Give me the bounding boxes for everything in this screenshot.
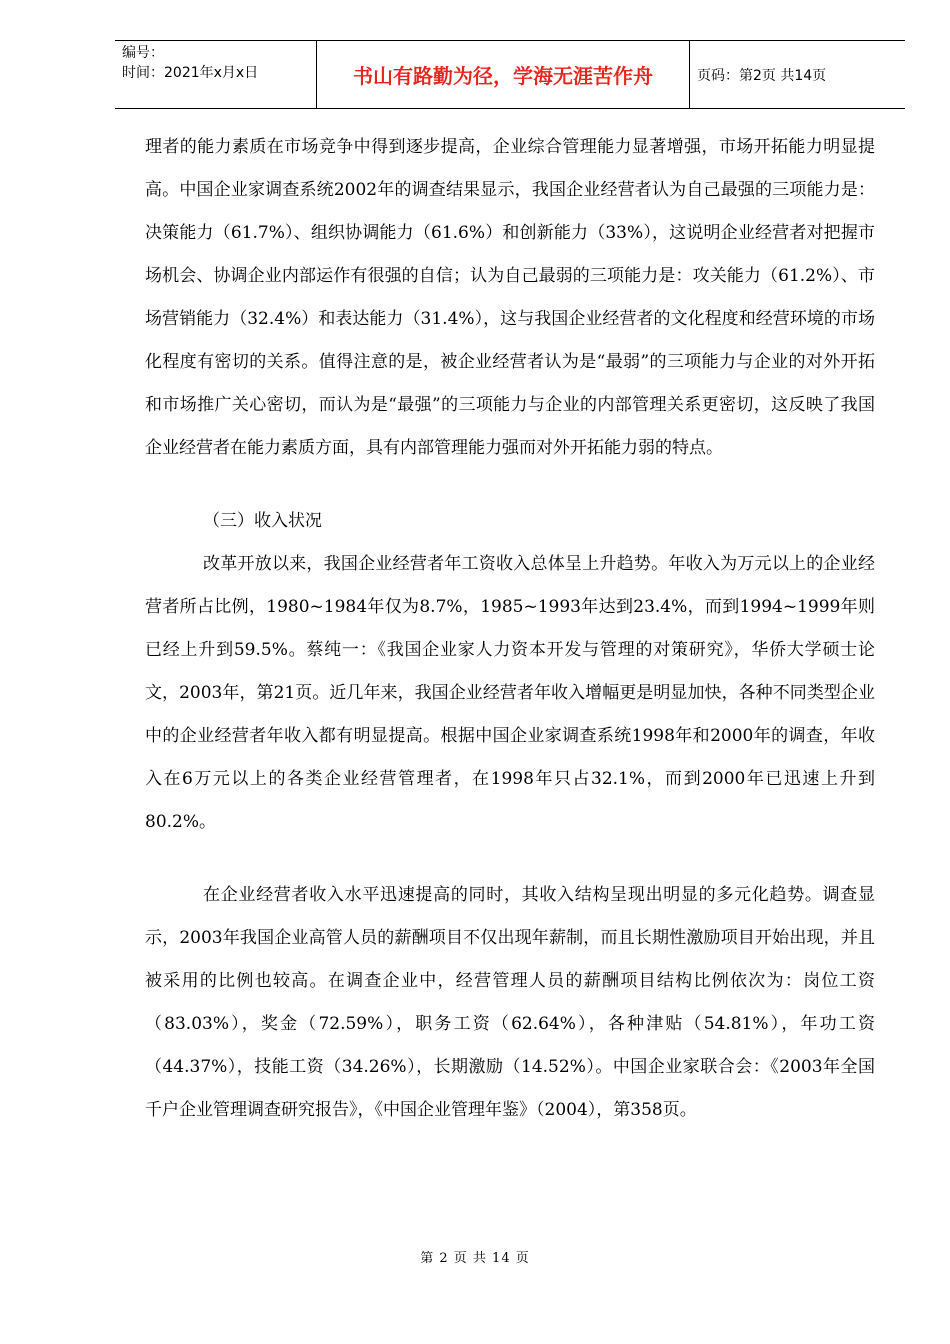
paragraph-income-trend: 改革开放以来，我国企业经营者年工资收入总体呈上升趋势。年收入为万元以上的企业经营者所占比例，1980~1984年仅为8.7%，1985~1993年达到23.4%，而到1994~1999年则已经上升到59.5%。蔡纯一：《我国企业家人力资本开发与管理的对策研究》，华侨大学硕士论文，2003年，第21页。近几年来，我国企业经营者年收入增幅更是明显加快，各种不同类型企业中的企业经营者年收入都有明显提高。根据中国企业家调查系统1998年和2000年的调查，年收入在6万元以上的各类企业经营管理者，在1998年只占32.1%，而到2000年已迅速上升到80.2%。	[145, 554, 875, 832]
paragraph-income-structure: 在企业经营者收入水平迅速提高的同时，其收入结构呈现出明显的多元化趋势。调查显示，2003年我国企业高管人员的薪酬项目不仅出现年薪制，而且长期性激励项目开始出现，并且被采用的比例也较高。在调查企业中，经营管理人员的薪酬项目结构比例依次为：岗位工资（83.03%），奖金（72.59%），职务工资（62.64%），各种津贴（54.81%），年功工资（44.37%），技能工资（34.26%），长期激励（14.52%）。中国企业家联合会：《2003年全国千户企业管理调查研究报告》，《中国企业管理年鉴》（2004），第358页。	[145, 885, 875, 1120]
header-meta	[122, 43, 317, 83]
page-header	[115, 40, 905, 109]
paragraph-ability: 理者的能力素质在市场竞争中得到逐步提高，企业综合管理能力显著增强，市场开拓能力明显提高。中国企业家调查系统2002年的调查结果显示，我国企业经营者认为自己最强的三项能力是：决策能力（61.7%）、组织协调能力（61.6%）和创新能力（33%），这说明企业经营者对把握市场机会、协调企业内部运作有很强的自信；认为自己最弱的三项能力是：攻关能力（61.2%）、市场营销能力（32.4%）和表达能力（31.4%），这与我国企业经营者的文化程度和经营环境的市场化程度有密切的关系。值得注意的是，被企业经营者认为是“最弱”的三项能力与企业的对外开拓和市场推广关心密切，而认为是“最强”的三项能力与企业的内部管理关系更密切，这反映了我国企业经营者在能力素质方面，具有内部管理能力强而对外开拓能力弱的特点。	[145, 137, 875, 458]
header-motto: 书山有路勤为径，学海无涯苦作舟	[353, 64, 653, 88]
header-divider	[689, 41, 690, 108]
header-page-number: 页码：第2页 共14页	[697, 67, 827, 84]
header-date: 时间：2021年x月x日	[122, 65, 259, 81]
page-footer: 第 2 页 共 14 页	[420, 1251, 530, 1266]
section-heading-income: （三）收入状况	[203, 511, 322, 531]
header-serial-label: 编号：	[122, 45, 164, 61]
document-body	[145, 126, 875, 1132]
